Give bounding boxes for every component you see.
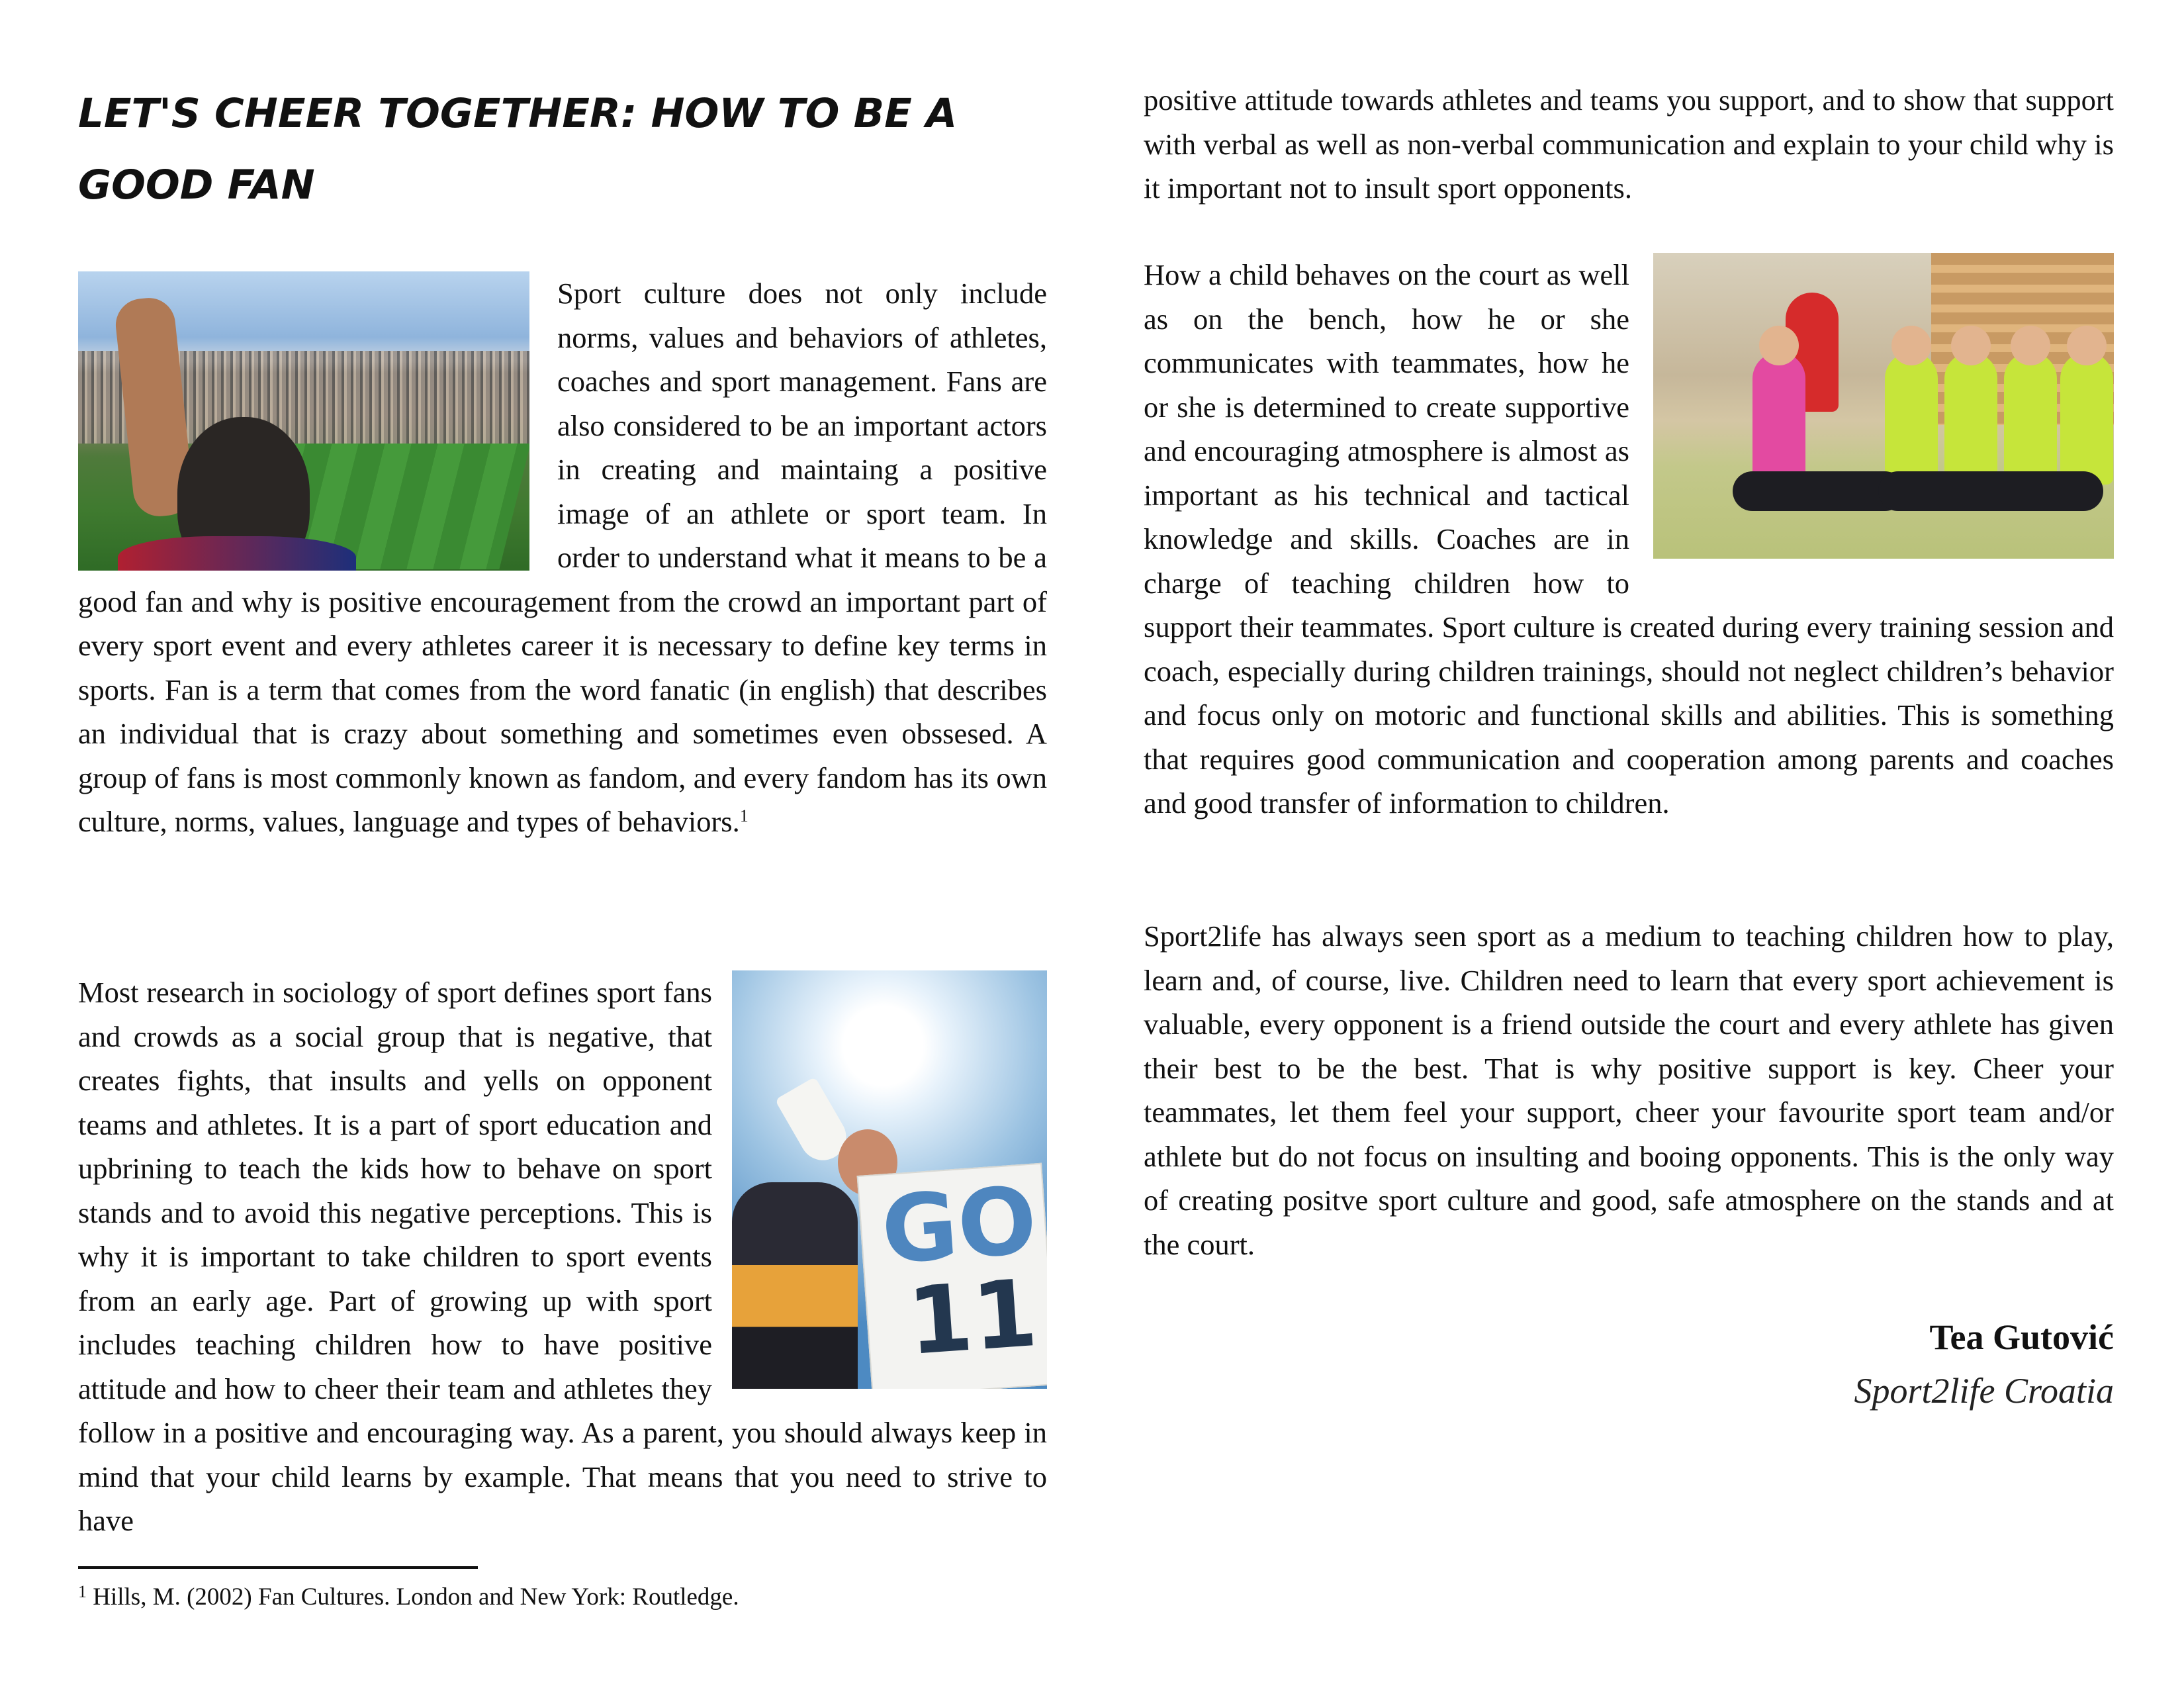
- coaching-section: [1144, 253, 2114, 825]
- sign-text-bottom: 11: [904, 1259, 1041, 1377]
- intro-paragraph-text: Sport culture does not only include norms, values and behaviors of athletes, coaches and sport management. Fans are also considered to be an important actors in creating and maintaing a positive image of an athlete or sport team. In order to understand what it means to be a good fan and why is positive encouragement from the crowd an important part of every sport event and every athletes career it is necessary to define key terms in sports. Fan is a term that comes from the word fanatic (in english) that describes an individual that is crazy about something and sometimes even obssesed. A group of fans is most commonly known as fandom, and every fandom has its own culture, norms, values, language and types of behaviors.: [78, 277, 1047, 838]
- author-organization: Sport2life Croatia: [1854, 1371, 2114, 1411]
- article-title: LET'S CHEER TOGETHER: HOW TO BE A GOOD FAN: [78, 90, 958, 209]
- sociology-section: [78, 970, 1047, 1543]
- continuation-paragraph: positive attitude towards athletes and teams you support, and to show that support with verbal as well as non-verbal communication and explain to your child why is it important not to insult sport opponents.: [1144, 83, 2114, 205]
- footnote-reference: 1: [739, 806, 749, 825]
- sport2life-section: [1144, 914, 2114, 1266]
- sociology-paragraph: Most research in sociology of sport defines sport fans and crowds as a social group that is negative, that creates fights, that insults and yells on opponent teams and athletes. It is a part of sport education and upbrining to teach the kids how to behave on sport stands and to avoid this negative perceptions. This is why it is important to take children to sport events from an early age. Part of growing up with sport includes teaching children how to have positive attitude and how to cheer their team and athletes they follow in a positive and encouraging way. As a parent, you should always keep in mind that your child learns by example. That means that you need to strive to have: [78, 976, 1047, 1537]
- author-name: Tea Gutović: [1929, 1317, 2114, 1357]
- footnote: [78, 1581, 1047, 1614]
- sign-text-top: GO: [878, 1166, 1040, 1286]
- intro-section: [78, 271, 1047, 844]
- continuation-section: [1144, 78, 2114, 211]
- stadium-fan-photo: [78, 271, 529, 571]
- coaching-paragraph: How a child behaves on the court as well as on the bench, how he or she communicates with teammates, how he or she is determined to create supportive and encouraging atmosphere is almost as important as his technical and tactical knowledge and skills. Coaches are in charge of teaching children how to support their teammates. Sport culture is created during every training session and coach, especially during children trainings, should not neglect children’s behavior and focus only on motoric and functional skills and abilities. This is something that requires good communication and cooperation among parents and coaches and good transfer of information to children.: [1144, 258, 2114, 820]
- sport2life-paragraph: Sport2life has always seen sport as a medium to teaching children how to play, learn and, of course, live. Children need to learn that every sport achievement is valuable, every opponent is a friend outside the court and every athlete has given their best to be the best. That is why positive support is key. Cheer your teammates, let them feel your support, cheer your favourite sport team and/or athlete but do not focus on insulting and booing opponents. This is the only way of creating positve sport culture and good, safe atmosphere on the stands and at the court.: [1144, 919, 2114, 1261]
- footnote-text: Hills, M. (2002) Fan Cultures. London and New York: Routledge.: [93, 1583, 739, 1611]
- go-sign: [857, 1163, 1047, 1389]
- cheering-fans-photo: [732, 970, 1047, 1389]
- footnote-number: 1: [78, 1582, 87, 1601]
- footnote-divider: [78, 1566, 478, 1569]
- kids-cheering-photo: [1653, 253, 2114, 559]
